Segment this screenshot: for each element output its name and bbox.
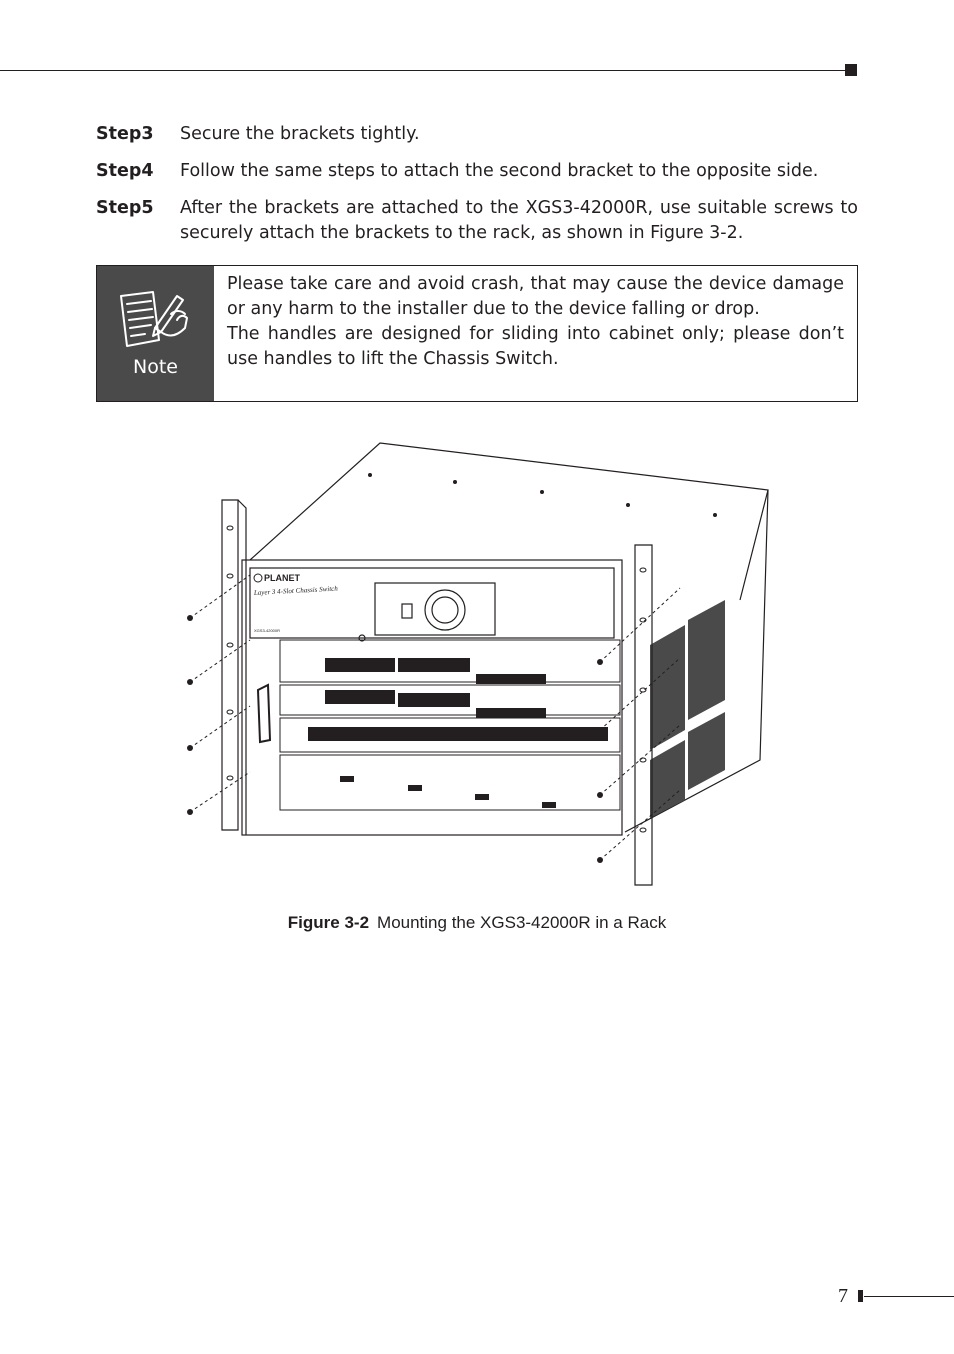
step-item <box>96 196 858 246</box>
step-list <box>96 122 858 258</box>
step-text: Secure the brackets tightly. <box>180 124 420 144</box>
device-brand: PLANET <box>264 573 300 583</box>
line-card-4 <box>280 755 620 810</box>
step-label: Step5 <box>96 198 154 218</box>
screw <box>187 809 193 815</box>
screw <box>187 615 193 621</box>
step-label: Step3 <box>96 124 154 144</box>
footer-rule <box>864 1296 954 1297</box>
note-paragraph: The handles are designed for sliding into cabinet only; please don’t use handles to lift the Chassis Switch. <box>227 324 844 369</box>
step-item <box>96 122 858 147</box>
device-title: Layer 3 4-Slot Chassis Switch <box>253 584 339 597</box>
rack-mount-illustration <box>180 440 780 890</box>
screw <box>597 727 603 733</box>
screw <box>187 745 193 751</box>
figure-caption <box>0 913 954 933</box>
step-label: Step4 <box>96 161 154 181</box>
figure-number: Figure 3-2 <box>287 913 370 932</box>
page-number: 7 <box>838 1285 848 1307</box>
header-square-mark <box>845 64 857 76</box>
screw <box>597 792 603 798</box>
step-item <box>96 159 858 184</box>
right-rack-rail <box>635 545 652 885</box>
note-box <box>96 265 858 402</box>
footer-mark <box>858 1290 863 1302</box>
screw <box>597 857 603 863</box>
note-writing-hand-icon <box>115 288 191 352</box>
note-sidebar <box>97 266 214 401</box>
header-rule <box>0 70 846 71</box>
note-paragraph: Please take care and avoid crash, that may cause the device damage or any harm to the installer due to the device falling or drop. <box>227 274 844 319</box>
screw <box>597 659 603 665</box>
device-model-label: XGS3-42000R <box>254 628 281 633</box>
note-content <box>214 266 857 401</box>
chassis-top-panel <box>250 443 768 600</box>
note-label: Note <box>133 356 178 378</box>
figure-caption-text: Mounting the XGS3-42000R in a Rack <box>377 913 667 932</box>
step-text: After the brackets are attached to the XGS3-42000R, use suitable screws to securely attach the brackets to the rack, as shown in Figure 3-2. <box>180 198 858 243</box>
step-text: Follow the same steps to attach the second bracket to the opposite side. <box>180 161 819 181</box>
screw <box>187 679 193 685</box>
